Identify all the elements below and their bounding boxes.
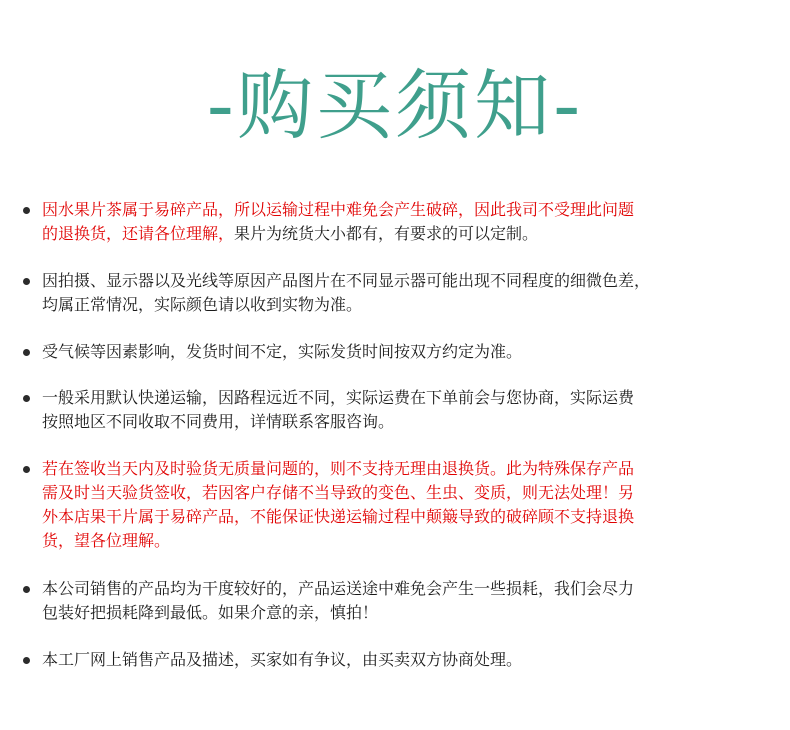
notice-item-product-loss bbox=[42, 577, 767, 625]
notice-line: 因水果片茶属于易碎产品，所以运输过程中难免会产生破碎，因此我司不受理此问题 bbox=[42, 200, 635, 219]
page-title: -购买须知- bbox=[206, 61, 584, 150]
notice-line: 货，望各位理解。 bbox=[42, 531, 171, 550]
bullet-icon bbox=[23, 395, 30, 402]
bullet-icon bbox=[23, 349, 30, 356]
notice-line: 受气候等因素影响，发货时间不定，实际发货时间按双方约定为准。 bbox=[42, 342, 523, 361]
bullet-icon bbox=[23, 466, 30, 473]
notice-line: 一般采用默认快递运输，因路程远近不同，实际运费在下单前会与您协商，实际运费 bbox=[42, 388, 635, 407]
notice-line: 外本店果干片属于易碎产品，不能保证快递运输过程中颠簸导致的破碎顾不支持退换 bbox=[42, 507, 635, 526]
bullet-icon bbox=[23, 586, 30, 593]
notice-item-shipping-fee bbox=[42, 386, 767, 434]
notice-line: 本工厂网上销售产品及描述，买家如有争议，由买卖双方协商处理。 bbox=[42, 650, 523, 669]
notice-line: 按照地区不同收取不同费用，详情联系客服咨询。 bbox=[42, 412, 395, 431]
notice-item-breakage bbox=[42, 198, 767, 246]
notice-line-mixed bbox=[42, 222, 767, 246]
bullet-icon bbox=[23, 657, 30, 664]
notice-line: 需及时当天验货签收，若因客户存储不当导致的变色、生虫、变质，则无法处理！另 bbox=[42, 483, 635, 502]
notice-line: 本公司销售的产品均为干度较好的，产品运送途中难免会产生一些损耗，我们会尽力 bbox=[42, 579, 635, 598]
notice-line-black: 果片为统货大小都有，有要求的可以定制。 bbox=[234, 224, 539, 243]
notice-line: 若在签收当天内及时验货无质量问题的，则不支持无理由退换货。此为特殊保存产品 bbox=[42, 459, 635, 478]
notice-line: 包装好把损耗降到最低。如果介意的亲，慎拍！ bbox=[42, 603, 379, 622]
notice-item-shipping-time bbox=[42, 340, 767, 364]
notice-line-red: 的退换货，还请各位理解， bbox=[42, 224, 235, 243]
notice-item-disputes bbox=[42, 648, 767, 672]
notice-item-inspection bbox=[42, 457, 767, 553]
notice-item-color-difference bbox=[42, 269, 767, 317]
bullet-icon bbox=[23, 278, 30, 285]
bullet-icon bbox=[23, 207, 30, 214]
notice-line: 因拍摄、显示器以及光线等原因产品图片在不同显示器可能出现不同程度的细微色差， bbox=[42, 271, 651, 290]
notice-line: 均属正常情况，实际颜色请以收到实物为准。 bbox=[42, 295, 363, 314]
